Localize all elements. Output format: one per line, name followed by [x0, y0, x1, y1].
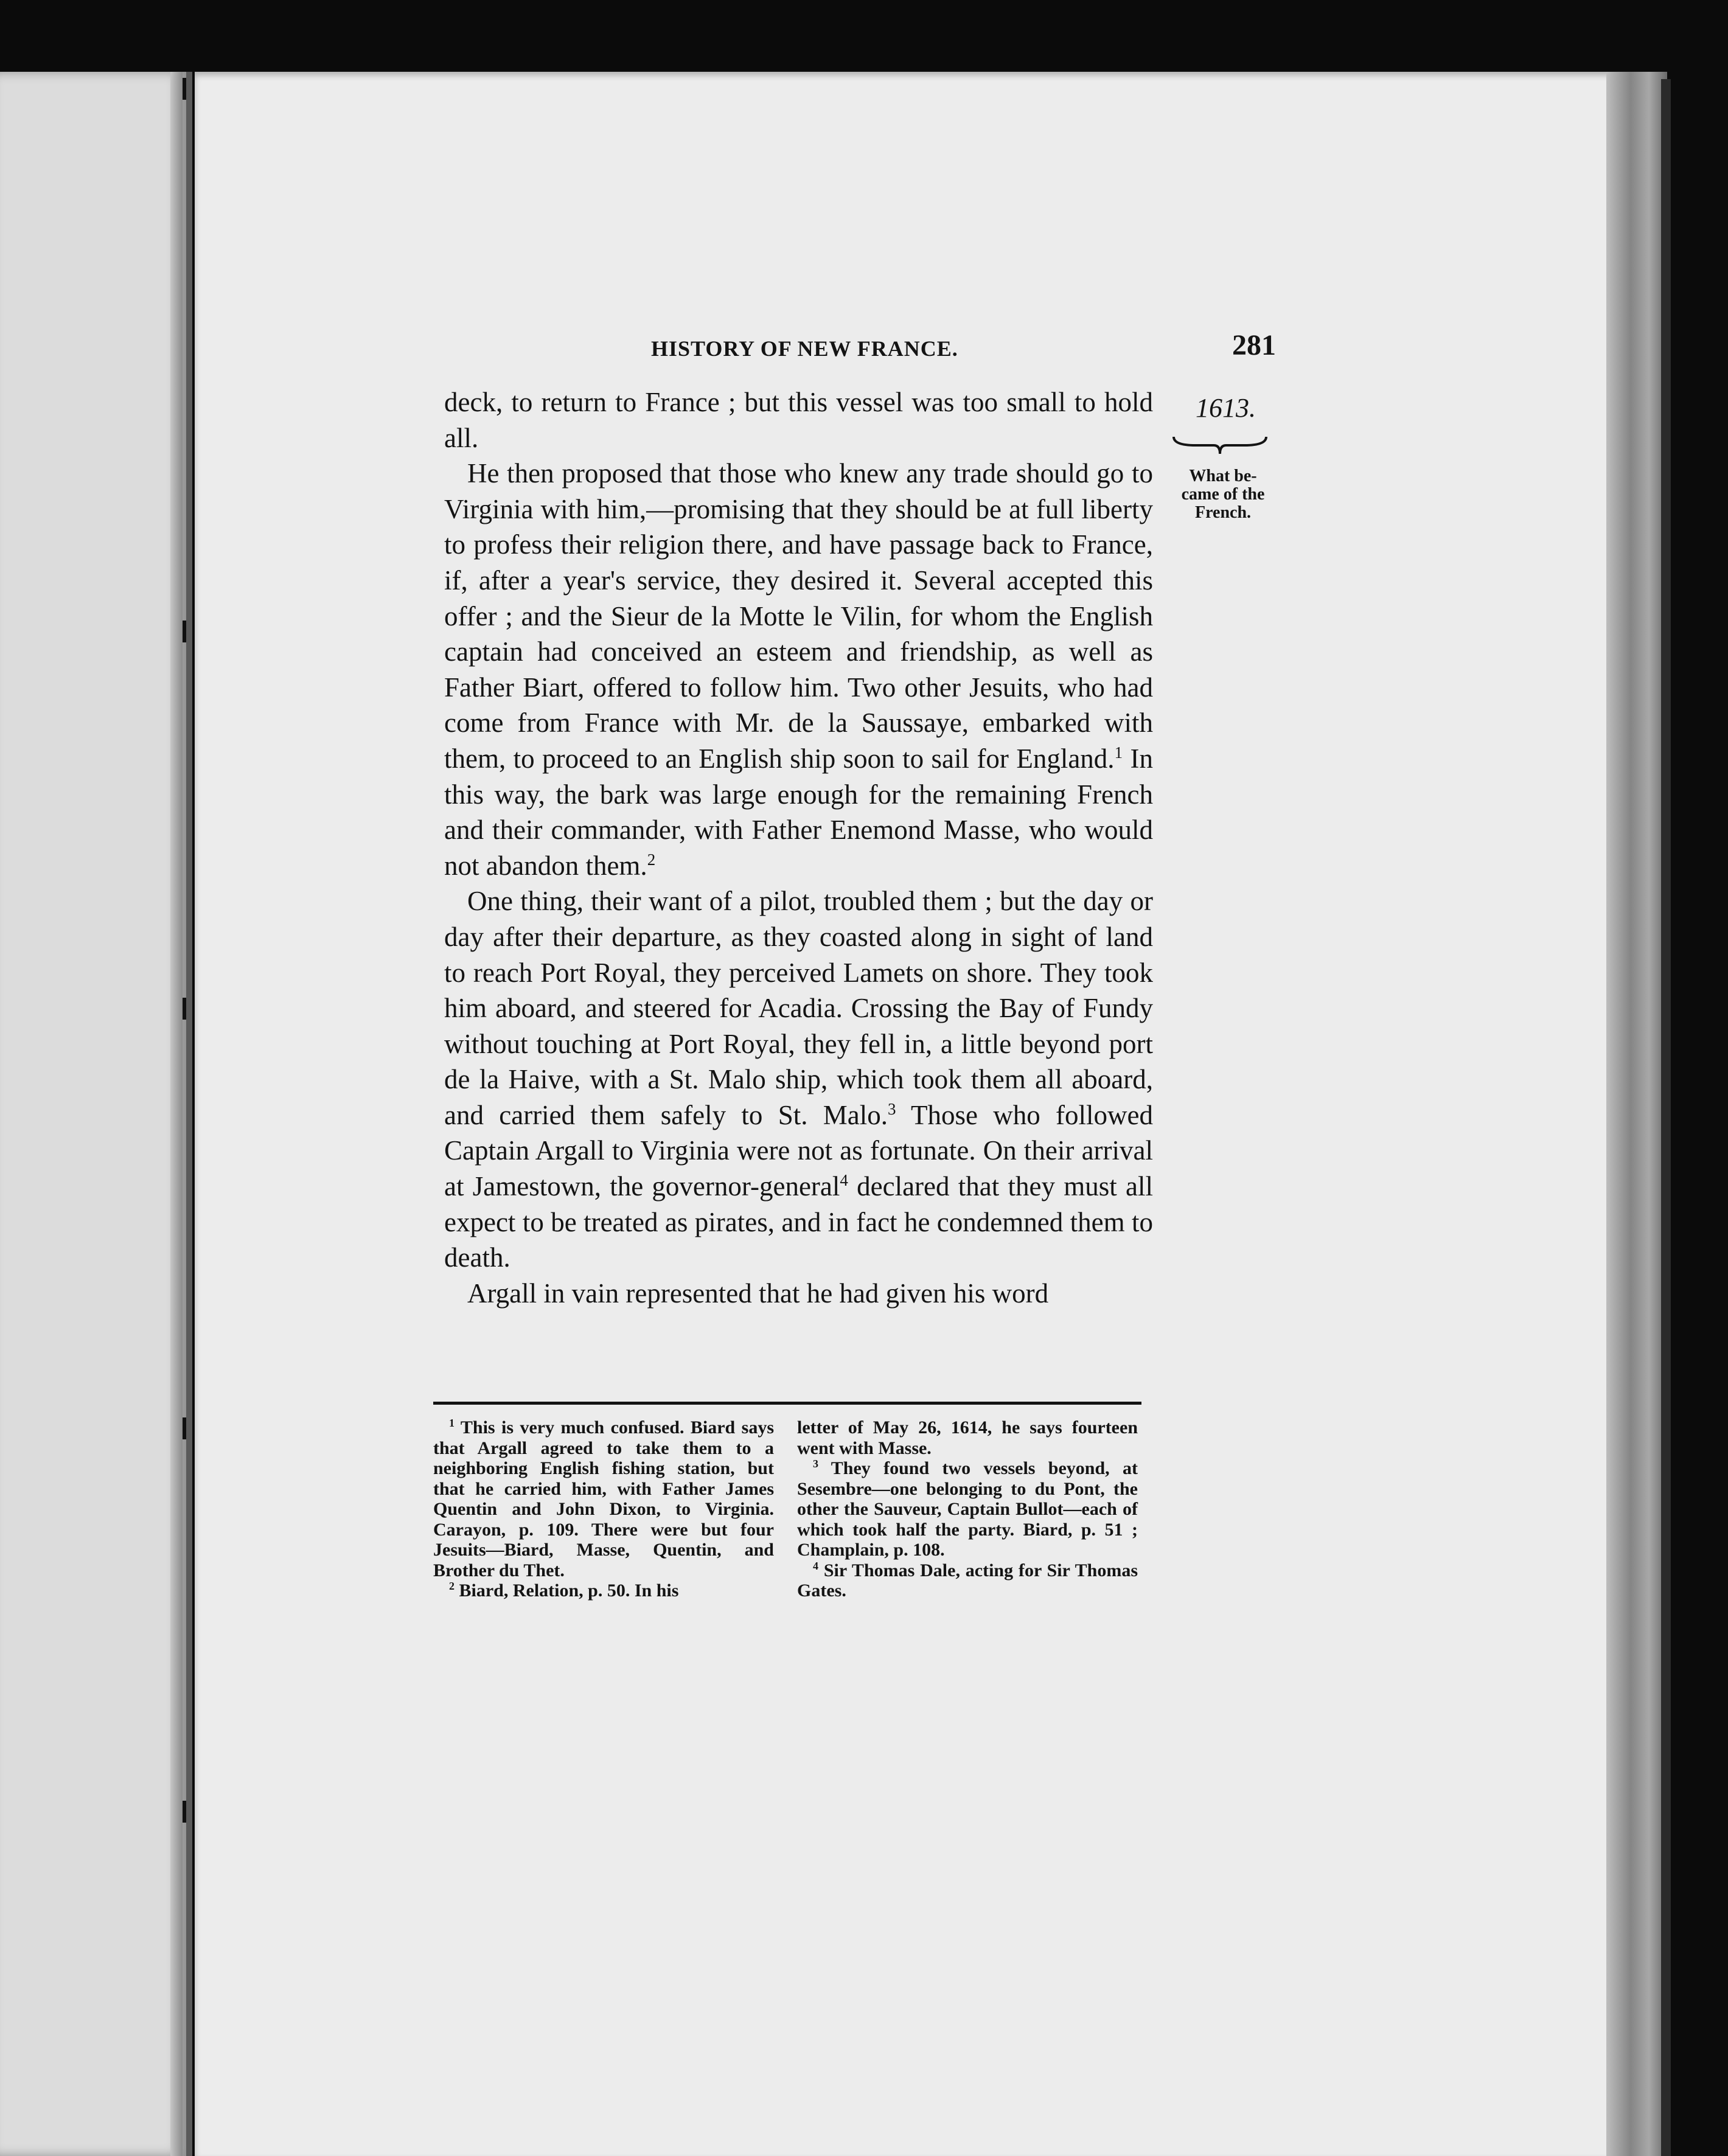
paragraph-text: He then proposed that those who knew any trade should go to Virginia with him,—promising that they should be at full liberty to profess their religion there, and have passage back to France, if, after a year's service, they desired it. Several accepted this offer ; and the Sieur de la Motte le Vilin, for whom the English captain had conceived an esteem and friendship, as well as Father Biart, offered to follow him. Two other Jesuits, who had come from France with Mr. de la Saussaye, embarked with them, to proceed to an English ship soon to sail for England.	[444, 458, 1153, 774]
running-head: HISTORY OF NEW FRANCE.	[651, 336, 958, 361]
binding-mark	[183, 998, 186, 1020]
paragraph-text: declared that they must all expect to be treated as pirates, and in fact he condemned them to death.	[444, 1171, 1153, 1273]
footnote-mark: 4	[813, 1559, 818, 1572]
paragraph	[444, 456, 1153, 883]
footnote-ref: 1	[1114, 743, 1123, 762]
margin-note: What be-came of the French.	[1181, 467, 1265, 522]
paragraph-text: In this way, the bark was large enough for the remaining French and their commander, with Father Enemond Masse, who would not abandon them.	[444, 743, 1153, 881]
footnote-mark: 3	[813, 1458, 818, 1470]
binding-mark	[183, 621, 186, 642]
footnotes-right-column	[797, 1417, 1138, 1601]
footnote-text: letter of May 26, 1614, he says fourteen went with Masse.	[797, 1417, 1138, 1458]
paragraph	[444, 384, 1153, 456]
footnote-ref: 4	[840, 1171, 848, 1190]
left-page-edge	[0, 72, 192, 2156]
footnote	[797, 1417, 1138, 1458]
paragraph-text: Argall in vain represented that he had given his word	[467, 1278, 1049, 1309]
binding-mark	[183, 78, 186, 100]
paragraph-text: deck, to return to France ; but this vessel was too small to hold all.	[444, 387, 1153, 453]
left-page-gutter	[170, 72, 183, 2156]
footnote-text: They found two vessels beyond, at Sesembre—one belonging to du Pont, the other the Sauveur, Captain Bullot—each of which took half the party. Biard, p. 51 ; Champlain, p. 108.	[797, 1458, 1138, 1560]
footnote-ref: 2	[647, 850, 656, 869]
footnote-text: This is very much confused. Biard says that Argall agreed to take them to a neighboring English fishing station, but that he carried him, with Father James Quentin and John Dixon, to Virginia. Carayon, p. 109. There were but four Jesuits—Biard, Masse, Quentin, and Brother du Thet.	[433, 1417, 774, 1580]
body-text	[444, 384, 1153, 1311]
footnote-text: Biard, Relation, p. 50. In his	[455, 1580, 679, 1601]
paragraph-text: One thing, their want of a pilot, troubled them ; but the day or day after their departure, as they coasted along in sight of land to reach Port Royal, they perceived Lamets on shore. They took him aboard, and steered for Acadia. Crossing the Bay of Fundy without touching at Port Royal, they fell in, a little beyond port de la Haive, with a St. Malo ship, which took them all aboard, and carried them safely to St. Malo.	[444, 886, 1153, 1130]
footnote	[433, 1417, 774, 1580]
brace-icon	[1171, 433, 1269, 457]
binding-mark	[183, 1801, 186, 1823]
paragraph	[444, 1276, 1153, 1312]
paragraph	[444, 883, 1153, 1276]
footnotes-left-column	[433, 1417, 774, 1601]
footnote-rule	[433, 1402, 1141, 1405]
footnote	[433, 1580, 774, 1601]
footnote-mark: 1	[449, 1417, 455, 1429]
footnote-text: Sir Thomas Dale, acting for Sir Thomas Gates.	[797, 1560, 1138, 1601]
footnote	[797, 1458, 1138, 1560]
binding-mark	[183, 1417, 186, 1439]
page-fore-edge	[1606, 72, 1667, 2156]
page-number: 281	[1232, 329, 1276, 361]
footnote	[797, 1560, 1138, 1601]
scan-border-line	[1661, 79, 1671, 2156]
margin-year: 1613.	[1196, 393, 1256, 423]
footnote-mark: 2	[449, 1580, 455, 1592]
footnote-ref: 3	[888, 1099, 896, 1118]
paragraph-text: Those who followed Captain Argall to Virginia were not as fortunate. On their arrival at Jamestown, the governor-general	[444, 1099, 1154, 1202]
